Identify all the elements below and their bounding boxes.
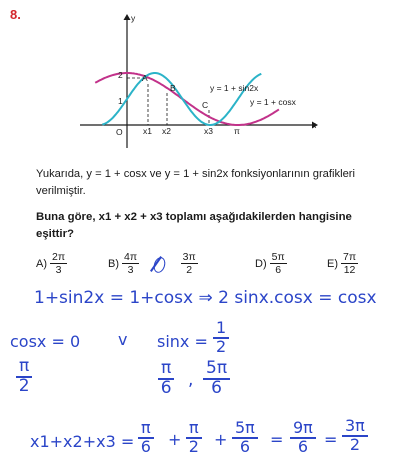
legend-sin: y = 1 + sin2x — [210, 83, 259, 93]
origin-label: O — [116, 127, 123, 137]
y-tick-2: 2 — [118, 70, 123, 80]
option-d[interactable] — [255, 251, 287, 276]
handwriting-cos-zero: cosx = 0 — [10, 332, 81, 351]
handwriting-half: $\frac{1}{2}$ — [213, 320, 229, 356]
handwriting-five-pi-six: $\frac{5\pi}{6}$ — [203, 360, 230, 398]
handwriting-plus-1: + — [168, 430, 182, 449]
option-b-value: $\frac{4\pi}{3}$ — [124, 251, 138, 276]
handwriting-sin-eq: sinx = — [157, 332, 208, 351]
option-e-letter: E) — [327, 257, 338, 270]
function-graph — [0, 0, 405, 150]
handwriting-term-pi-half: $\frac{\pi}{2}$ — [186, 420, 202, 456]
handwriting-term-five-pi-six: $\frac{5\pi}{6}$ — [232, 420, 258, 456]
option-b[interactable] — [108, 251, 139, 276]
x1-label: x1 — [143, 126, 152, 136]
handwriting-eq-2: = — [324, 430, 338, 449]
handwriting-nine-pi-six: $\frac{9\pi}{6}$ — [290, 420, 316, 456]
option-a-value: $\frac{2\pi}{3}$ — [52, 251, 66, 276]
x2-label: x2 — [162, 126, 171, 136]
x3-label: x3 — [204, 126, 213, 136]
pi-label: π — [234, 126, 240, 136]
x-axis-label: x — [312, 120, 317, 130]
handwriting-plus-2: + — [214, 430, 228, 449]
question-text: Buna göre, x1 + x2 + x3 toplamı aşağıdakilerden hangisine eşittir? — [36, 211, 352, 240]
legend-cos: y = 1 + cosx — [250, 97, 296, 107]
handwriting-or: v — [118, 330, 128, 349]
y-axis-arrow-icon — [124, 14, 131, 20]
option-a[interactable] — [36, 251, 67, 276]
option-e[interactable] — [327, 251, 358, 276]
handwriting-line1: 1+sin2x = 1+cosx ⇒ 2 sinx.cosx = cosx — [34, 288, 377, 308]
option-a-letter: A) — [36, 257, 47, 270]
sin-curve — [102, 73, 261, 125]
handwriting-pi-six: $\frac{\pi}{6}$ — [158, 360, 174, 398]
question-number: 8. — [10, 7, 21, 22]
point-a-label: A — [142, 73, 148, 83]
handwriting-sum-lhs: x1+x2+x3 = — [30, 432, 135, 451]
point-b-label: B — [170, 83, 176, 93]
handwriting-three-pi-two: $\frac{3\pi}{2}$ — [342, 418, 368, 454]
option-d-value: $\frac{5\pi}{6}$ — [271, 251, 285, 276]
handwriting-pi-half: $\frac{\pi}{2}$ — [16, 358, 32, 396]
y-axis-label: y — [131, 13, 136, 23]
y-tick-1: 1 — [118, 96, 123, 106]
point-c-label: C — [202, 100, 209, 110]
handwriting-term-pi-six: $\frac{\pi}{6}$ — [138, 420, 154, 456]
option-e-value: $\frac{7\pi}{12}$ — [343, 251, 357, 276]
option-c-value: $\frac{3\pi}{2}$ — [182, 251, 196, 276]
option-b-letter: B) — [108, 257, 119, 270]
problem-statement: Yukarıda, y = 1 + cosx ve y = 1 + sin2x fonksiyonlarının grafikleri verilmiştir. — [36, 168, 356, 197]
handwriting-comma: , — [188, 370, 194, 390]
handwriting-eq-1: = — [270, 430, 284, 449]
option-d-letter: D) — [255, 257, 267, 270]
